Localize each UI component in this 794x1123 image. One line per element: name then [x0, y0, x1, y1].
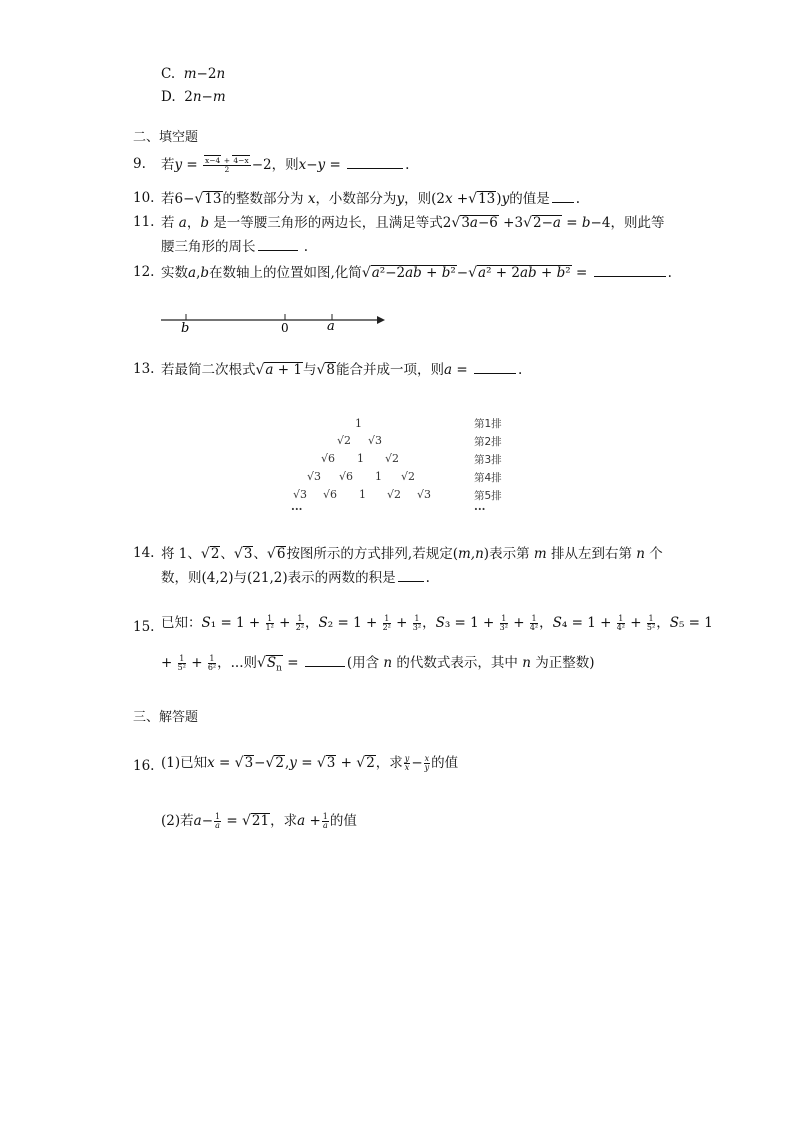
pyramid-r4-c3: 1	[375, 470, 382, 483]
pyramid-r5-c3: 1	[359, 488, 366, 501]
pyramid-r2-c2: √3	[368, 434, 383, 447]
pyramid-r3-c2: 1	[357, 452, 364, 465]
question-number: 9.	[133, 156, 146, 172]
section-heading-fill-in: 二、填空题	[133, 130, 199, 145]
question-number: 13.	[133, 361, 155, 377]
question-number: 12.	[133, 264, 155, 280]
pyramid-r4-c4: √2	[401, 470, 416, 483]
question-10: 若6−√13的整数部分为 x，小数部分为y，则(2x +√13)y的值是 .	[161, 191, 580, 207]
pyramid-r3-c3: √2	[385, 452, 400, 465]
question-15-line1: 已知：S₁ = 1 + $\frac{1}{\text{1²}}$ + $\frac{1}{\text{2²}}$ ，S₂ = 1 + $\frac{1}{\text{2²}}$ + $\frac{1}{\text{3²}}$ ，S₃ = 1 + $\frac{1}{\text{3²}}$ + $\frac{1}{\text{4²}}$ ，S₄ = 1 + $\frac{1}{\text{4²}}$ + $\frac{1}{\text{5²}}$ ，S₅ = 1	[161, 614, 713, 632]
pyramid-ellipsis: ···	[291, 503, 303, 516]
number-line-b-label: b	[181, 321, 190, 334]
pyramid-r3-c1: √6	[321, 452, 336, 465]
option-d: D. 2n−m	[161, 89, 226, 105]
option-c: C. m−2n	[161, 66, 226, 82]
question-number: 14.	[133, 545, 155, 561]
pyramid-r5-c5: √3	[417, 488, 432, 501]
number-line-zero-label: 0	[281, 321, 289, 334]
row-label-4: 第4排	[474, 472, 502, 484]
row-label-5: 第5排	[474, 490, 502, 502]
question-16-part2: (2)若a− $\frac{1}{a}$ = √21，求a + $\frac{1}{a}$ 的值	[161, 812, 357, 830]
pyramid-r1-c1: 1	[355, 417, 362, 430]
question-number: 11.	[133, 214, 155, 230]
question-15-line2: + $\frac{1}{\text{5²}}$ + $\frac{1}{\text{6²}}$ ，...则$√S_n$ = (用含 n 的代数式表示，其中 n 为正整数)	[161, 654, 595, 674]
pyramid-r5-c4: √2	[387, 488, 402, 501]
question-13: 若最简二次根式√a + 1与√8能合并成一项，则a = .	[161, 362, 523, 378]
question-12: 实数a,b在数轴上的位置如图,化简√a²−2ab + b²−√a² + 2ab + b² = .	[161, 265, 672, 281]
row-label-1: 第1排	[474, 418, 502, 430]
question-number: 16.	[133, 758, 155, 774]
question-11-line2: 腰三角形的周长 .	[161, 239, 309, 255]
pyramid-r4-c1: √3	[307, 470, 322, 483]
question-number: 15.	[133, 619, 155, 635]
number-line-a-label: a	[327, 319, 335, 334]
question-16-part1: (1)已知x = √3−√2,y = √3 + √2，求 $\frac{y}{x}$ − $\frac{x}{y}$ 的值	[161, 754, 459, 772]
question-14-line1: 将 1、√2、√3、√6按图所示的方式排列,若规定(m,n)表示第 m 排从左到右第 n 个	[161, 546, 663, 562]
question-11-line1: 若 a，b 是一等腰三角形的两边长，且满足等式2√3a−6 +3√2−a = b−4，则此等	[161, 215, 665, 231]
row-label-ellipsis: ···	[474, 503, 486, 516]
pyramid-r5-c1: √3	[293, 488, 308, 501]
pyramid-r4-c2: √6	[339, 470, 354, 483]
pyramid-r5-c2: √6	[323, 488, 338, 501]
row-label-2: 第2排	[474, 436, 502, 448]
section-heading-solve: 三、解答题	[133, 710, 199, 725]
question-number: 10.	[133, 190, 155, 206]
number-line	[155, 306, 390, 334]
question-9: 若y = $\frac{x-4 + 4-x}{2}$ −2，则x−y = .	[161, 156, 410, 174]
pyramid-r2-c1: √2	[337, 434, 352, 447]
question-14-line2: 数，则(4,2)与(21,2)表示的两数的积是 .	[161, 570, 430, 586]
row-label-3: 第3排	[474, 454, 502, 466]
